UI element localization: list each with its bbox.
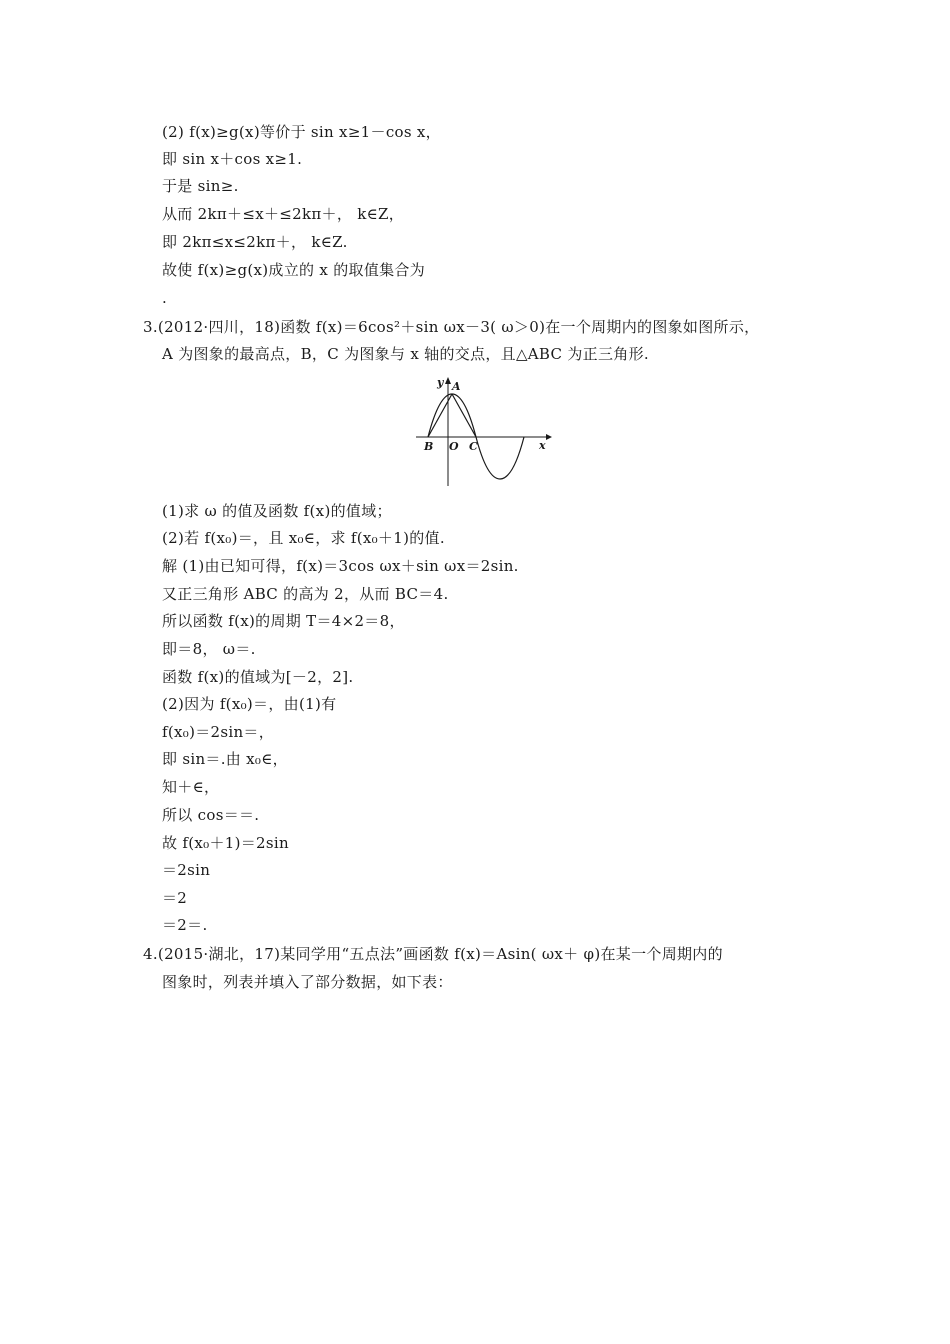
text-line: 于是 sin≥. bbox=[162, 177, 239, 195]
x-axis-arrow-icon bbox=[546, 434, 552, 440]
text-line: 即 sin＝.由 x₀∈， bbox=[162, 750, 288, 768]
label-o: O bbox=[449, 440, 459, 453]
text-line: (2)因为 f(x₀)＝，由(1)有 bbox=[162, 695, 337, 713]
text-line: (2)若 f(x₀)＝，且 x₀∈，求 f(x₀＋1)的值. bbox=[162, 529, 445, 547]
question-4-stem-cont: 图象时，列表并填入了部分数据，如下表： bbox=[162, 973, 453, 991]
label-a: A bbox=[452, 380, 461, 393]
text-line: 从而 2kπ＋≤x＋≤2kπ＋， k∈Z， bbox=[162, 205, 405, 223]
question-3-stem: 3.(2012·四川，18)函数 f(x)＝6cos²＋sin ωx－3( ω＞0)在一个周期内的图象如图所示， bbox=[143, 318, 760, 336]
text-line: 故使 f(x)≥g(x)成立的 x 的取值集合为 bbox=[162, 261, 426, 279]
text-line: f(x₀)＝2sin＝， bbox=[162, 723, 275, 741]
text-line: (2) f(x)≥g(x)等价于 sin x≥1－cos x， bbox=[162, 123, 441, 141]
question-4-stem: 4.(2015·湖北，17)某同学用“五点法”画函数 f(x)＝Asin( ωx＋ φ)在某一个周期内的 bbox=[143, 945, 723, 963]
text-line: ＝2 bbox=[162, 889, 188, 907]
text-line: 所以 cos＝＝. bbox=[162, 806, 260, 824]
triangle-side-ac bbox=[452, 394, 476, 437]
text-line: 知＋∈， bbox=[162, 778, 220, 796]
text-line: ＝2＝. bbox=[162, 916, 208, 934]
text-line: 即 sin x＋cos x≥1. bbox=[162, 150, 303, 168]
text-line: ＝2sin bbox=[162, 861, 211, 879]
text-line: . bbox=[162, 289, 168, 307]
y-axis-arrow-icon bbox=[445, 377, 451, 384]
text-line: 解 (1)由已知可得，f(x)＝3cos ωx＋sin ωx＝2sin. bbox=[162, 557, 519, 575]
text-line: (1)求 ω 的值及函数 f(x)的值域； bbox=[162, 502, 392, 520]
text-line: 又正三角形 ABC 的高为 2，从而 BC＝4. bbox=[162, 585, 449, 603]
label-c: C bbox=[469, 440, 478, 453]
text-line: 即 2kπ≤x≤2kπ＋， k∈Z. bbox=[162, 233, 348, 251]
label-b: B bbox=[424, 440, 434, 453]
sine-graph-figure bbox=[412, 374, 552, 490]
text-line: 故 f(x₀＋1)＝2sin bbox=[162, 834, 289, 852]
question-3-stem-cont: A 为图象的最高点，B，C 为图象与 x 轴的交点，且△ABC 为正三角形. bbox=[162, 345, 649, 363]
label-x: x bbox=[539, 439, 546, 452]
label-y: y bbox=[437, 376, 444, 389]
text-line: 所以函数 f(x)的周期 T＝4×2＝8， bbox=[162, 612, 405, 630]
text-line: 函数 f(x)的值域为[－2，2]. bbox=[162, 668, 354, 686]
text-line: 即＝8， ω＝. bbox=[162, 640, 256, 658]
